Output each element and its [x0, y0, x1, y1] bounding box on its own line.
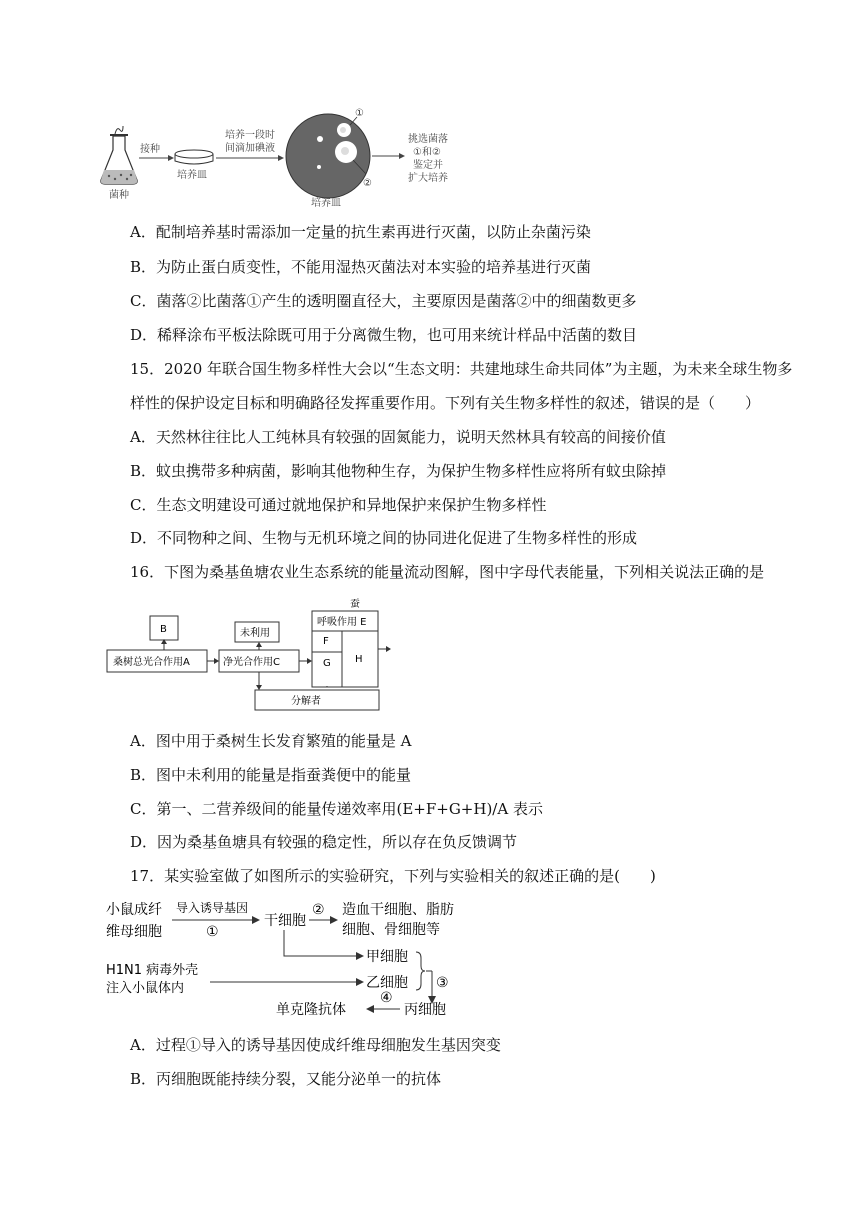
dish-small-label: 培养皿	[177, 170, 207, 181]
q14-option-d: D．稀释涂布平板法除既可用于分离微生物，也可用来统计样品中活菌的数目	[130, 326, 638, 344]
monoclonal-antibody: 单克隆抗体	[276, 1002, 346, 1018]
box-unused: 未利用	[240, 628, 270, 639]
cell-yi: 乙细胞	[366, 975, 408, 991]
q15-option-d: D．不同物种之间、生物与无机环境之间的协同进化促进了生物多样性的形成	[130, 529, 638, 547]
q17-option-b: B．丙细胞既能持续分裂，又能分泌单一的抗体	[130, 1070, 442, 1088]
virus-label-1: H1N1 病毒外壳	[106, 963, 199, 978]
step-4: ④	[380, 990, 393, 1006]
q16-option-d: D．因为桑基鱼塘具有较强的稳定性，所以存在负反馈调节	[130, 833, 518, 851]
stem-cell-diagram	[104, 894, 464, 1024]
q17-option-a: A．过程①导入的诱导基因使成纤维母细胞发生基因突变	[130, 1036, 501, 1054]
flask-icon	[101, 126, 137, 184]
step-select-1: 挑选菌落	[408, 134, 448, 145]
petri-dish-large	[286, 114, 370, 198]
stem-cell-label: 干细胞	[264, 913, 306, 929]
dish-large-label: 培养皿	[311, 198, 341, 208]
q16-stem: 16．下图为桑基鱼塘农业生态系统的能量流动图解，图中字母代表能量，下列相关说法正确的是	[130, 563, 765, 581]
step-select-4: 扩大培养	[408, 173, 448, 184]
box-f: F	[323, 636, 329, 647]
q14-option-a: A．配制培养基时需添加一定量的抗生素再进行灭菌，以防止杂菌污染	[130, 223, 591, 241]
q16-option-a: A．图中用于桑树生长发育繁殖的能量是 A	[130, 732, 412, 750]
box-b: B	[160, 624, 167, 635]
box-gross-photosynthesis: 桑树总光合作用A	[113, 657, 190, 668]
energy-flow-diagram	[105, 598, 405, 712]
q16-option-c: C．第一、二营养级间的能量传递效率用(E+F+G+H)/A 表示	[130, 800, 543, 818]
step-culture-2: 间滴加碘液	[225, 143, 275, 154]
box-g: G	[323, 658, 331, 669]
q14-option-b: B．为防止蛋白质变性，不能用湿热灭菌法对本实验的培养基进行灭菌	[130, 258, 592, 276]
q17-stem: 17．某实验室做了如图所示的实验研究，下列与实验相关的叙述正确的是( )	[130, 867, 656, 885]
q15-stem-1: 15．2020 年联合国生物多样性大会以“生态文明：共建地球生命共同体”为主题，为未来全球生物多	[130, 360, 793, 378]
gene-label: 导入诱导基因	[176, 901, 249, 915]
step-2: ②	[312, 902, 325, 918]
fibroblast-label-1: 小鼠成纤	[106, 902, 162, 918]
petri-dish-small	[175, 150, 213, 164]
fibroblast-label-2: 维母细胞	[106, 924, 162, 940]
culture-diagram	[95, 104, 465, 208]
differentiation-1: 造血干细胞、脂肪	[342, 902, 454, 918]
box-respiration: 呼吸作用 E	[317, 617, 367, 628]
step-select-2: ①和②	[413, 147, 441, 158]
step-inoculate: 接种	[140, 144, 160, 155]
silkworm-label: 蚕	[350, 599, 360, 610]
colony-2-label: ②	[363, 178, 372, 189]
q15-option-c: C．生态文明建设可通过就地保护和异地保护来保护生物多样性	[130, 496, 547, 514]
q15-stem-2: 样性的保护设定目标和明确路径发挥重要作用。下列有关生物多样性的叙述，错误的是（ ）	[130, 394, 761, 412]
step-culture-1: 培养一段时	[225, 130, 275, 141]
differentiation-2: 细胞、骨细胞等	[342, 922, 440, 938]
q15-option-b: B．蚊虫携带多种病菌，影响其他物种生存，为保护生物多样性应将所有蚊虫除掉	[130, 462, 667, 480]
colony-1-label: ①	[355, 108, 364, 119]
q14-option-c: C．菌落②比菌落①产生的透明圈直径大，主要原因是菌落②中的细菌数更多	[130, 292, 637, 310]
step-3: ③	[436, 975, 449, 991]
box-decomposer: 分解者	[291, 696, 321, 707]
box-h: H	[355, 654, 363, 665]
step-select-3: 鉴定并	[413, 160, 443, 171]
cell-jia: 甲细胞	[366, 949, 408, 965]
cell-bing: 丙细胞	[404, 1002, 446, 1018]
box-net-photosynthesis: 净光合作用C	[223, 657, 280, 668]
virus-label-2: 注入小鼠体内	[106, 981, 185, 996]
q16-option-b: B．图中未利用的能量是指蚕粪便中的能量	[130, 766, 412, 784]
step-1: ①	[206, 924, 219, 940]
flask-label: 菌种	[109, 190, 129, 201]
q15-option-a: A．天然林往往比人工纯林具有较强的固氮能力，说明天然林具有较高的间接价值	[130, 428, 666, 446]
